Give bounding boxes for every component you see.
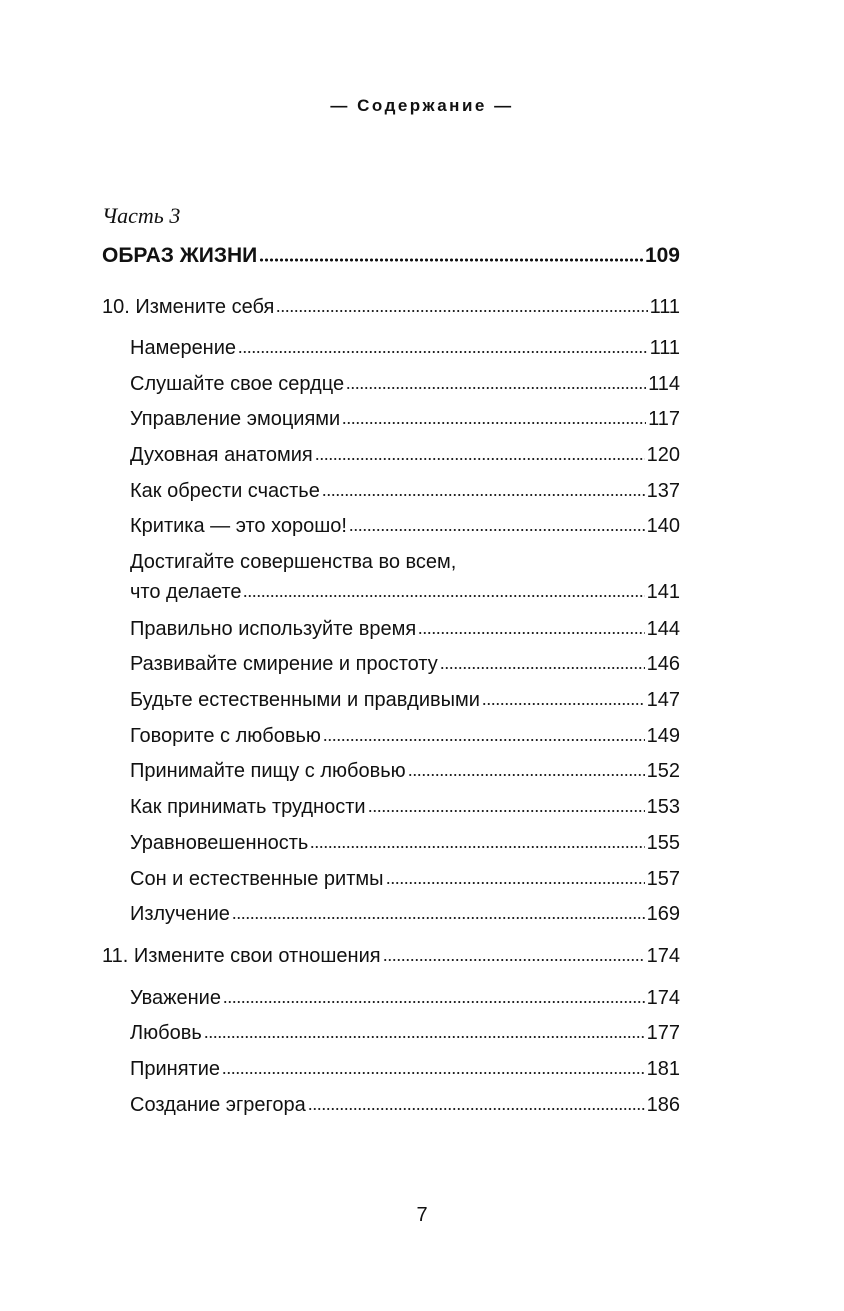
- dot-leader: [243, 594, 644, 598]
- section-entry[interactable]: [130, 479, 680, 503]
- dot-leader: [308, 1107, 645, 1111]
- dot-leader: [223, 1000, 645, 1004]
- chapter-entry[interactable]: [102, 944, 680, 968]
- entry-page: 149: [646, 725, 680, 747]
- entry-page: 174: [646, 987, 680, 1009]
- section-entry[interactable]: [130, 902, 680, 926]
- section-entry[interactable]: [130, 336, 680, 360]
- entry-title: что делаете: [130, 581, 242, 603]
- entry-page: 181: [646, 1058, 680, 1080]
- entry-page: 169: [646, 903, 680, 925]
- section-entry[interactable]: [130, 1093, 680, 1117]
- dot-leader: [238, 350, 648, 354]
- section-entry[interactable]: [130, 514, 680, 538]
- entry-title: Говорите с любовью: [130, 725, 321, 747]
- section-entry-first-line[interactable]: Достигайте совершенства во всем,: [130, 551, 457, 573]
- dot-leader: [408, 773, 645, 777]
- dot-leader: [440, 666, 645, 670]
- entry-page: 174: [646, 945, 680, 967]
- dot-leader: [232, 916, 645, 920]
- dot-leader: [276, 309, 647, 313]
- entry-page: 109: [644, 244, 680, 267]
- entry-page: 186: [646, 1094, 680, 1116]
- dot-leader: [346, 386, 646, 390]
- entry-title: Уравновешенность: [130, 832, 309, 854]
- dot-leader: [204, 1035, 645, 1039]
- part-label: Часть 3: [102, 203, 181, 228]
- entry-page: 177: [646, 1022, 680, 1044]
- dot-leader: [322, 493, 645, 497]
- entry-title: Духовная анатомия: [130, 444, 313, 466]
- dot-leader: [482, 702, 645, 706]
- entry-title: 11. Измените свои отношения: [102, 945, 381, 967]
- section-entry[interactable]: [130, 617, 680, 641]
- entry-title: Как принимать трудности: [130, 796, 366, 818]
- page-number: 7: [416, 1204, 428, 1226]
- entry-page: 111: [649, 337, 680, 359]
- section-entry[interactable]: [130, 407, 680, 431]
- dot-leader: [418, 631, 644, 635]
- entry-title: Правильно используйте время: [130, 618, 417, 640]
- entry-title: Как обрести счастье: [130, 480, 320, 502]
- section-entry[interactable]: [130, 372, 680, 396]
- entry-page: 152: [646, 760, 680, 782]
- section-entry[interactable]: [130, 652, 680, 676]
- entry-title: Создание эгрегора: [130, 1094, 306, 1116]
- section-entry[interactable]: [130, 831, 680, 855]
- section-entry[interactable]: [130, 1021, 680, 1045]
- entry-title: Критика — это хорошо!: [130, 515, 347, 537]
- entry-title: Излучение: [130, 903, 230, 925]
- entry-page: 157: [646, 868, 680, 890]
- entry-title: Слушайте свое сердце: [130, 373, 345, 395]
- entry-page: 153: [646, 796, 680, 818]
- dot-leader: [349, 528, 645, 532]
- entry-page: 140: [646, 515, 680, 537]
- entry-title: Принятие: [130, 1058, 220, 1080]
- section-entry[interactable]: [130, 1057, 680, 1081]
- part-title-entry[interactable]: [102, 244, 680, 268]
- entry-page: 144: [646, 618, 680, 640]
- entry-title: Сон и естественные ритмы: [130, 868, 384, 890]
- section-entry[interactable]: [130, 443, 680, 467]
- dot-leader: [323, 738, 645, 742]
- running-header: — Содержание —: [330, 96, 514, 115]
- entry-page: 146: [646, 653, 680, 675]
- entry-title: Любовь: [130, 1022, 202, 1044]
- dot-leader: [386, 881, 645, 885]
- section-entry[interactable]: [130, 759, 680, 783]
- dot-leader: [383, 958, 645, 962]
- entry-page: 137: [646, 480, 680, 502]
- section-entry[interactable]: [130, 986, 680, 1010]
- entry-title: Намерение: [130, 337, 237, 359]
- dot-leader: [315, 457, 645, 461]
- dot-leader: [342, 421, 646, 425]
- section-entry[interactable]: [130, 867, 680, 891]
- entry-page: 117: [648, 408, 680, 430]
- chapter-entry[interactable]: [102, 295, 680, 319]
- entry-title: Принимайте пищу с любовью: [130, 760, 406, 782]
- section-entry[interactable]: [130, 580, 680, 604]
- entry-page: 120: [646, 444, 680, 466]
- dot-leader: [368, 809, 645, 813]
- dot-leader: [310, 845, 644, 849]
- entry-title: Управление эмоциями: [130, 408, 341, 430]
- entry-page: 114: [648, 373, 680, 395]
- entry-page: 155: [646, 832, 680, 854]
- entry-page: 141: [646, 581, 680, 603]
- section-entry[interactable]: [130, 795, 680, 819]
- entry-title: ОБРАЗ ЖИЗНИ: [102, 244, 258, 267]
- section-entry[interactable]: [130, 688, 680, 712]
- section-entry[interactable]: [130, 724, 680, 748]
- entry-title: Уважение: [130, 987, 221, 1009]
- entry-page: 147: [646, 689, 680, 711]
- dot-leader: [222, 1071, 645, 1075]
- dot-leader: [259, 258, 643, 262]
- entry-title: Развивайте смирение и простоту: [130, 653, 438, 675]
- entry-page: 111: [649, 296, 680, 318]
- entry-title: Будьте естественными и правдивыми: [130, 689, 480, 711]
- entry-title: 10. Измените себя: [102, 296, 275, 318]
